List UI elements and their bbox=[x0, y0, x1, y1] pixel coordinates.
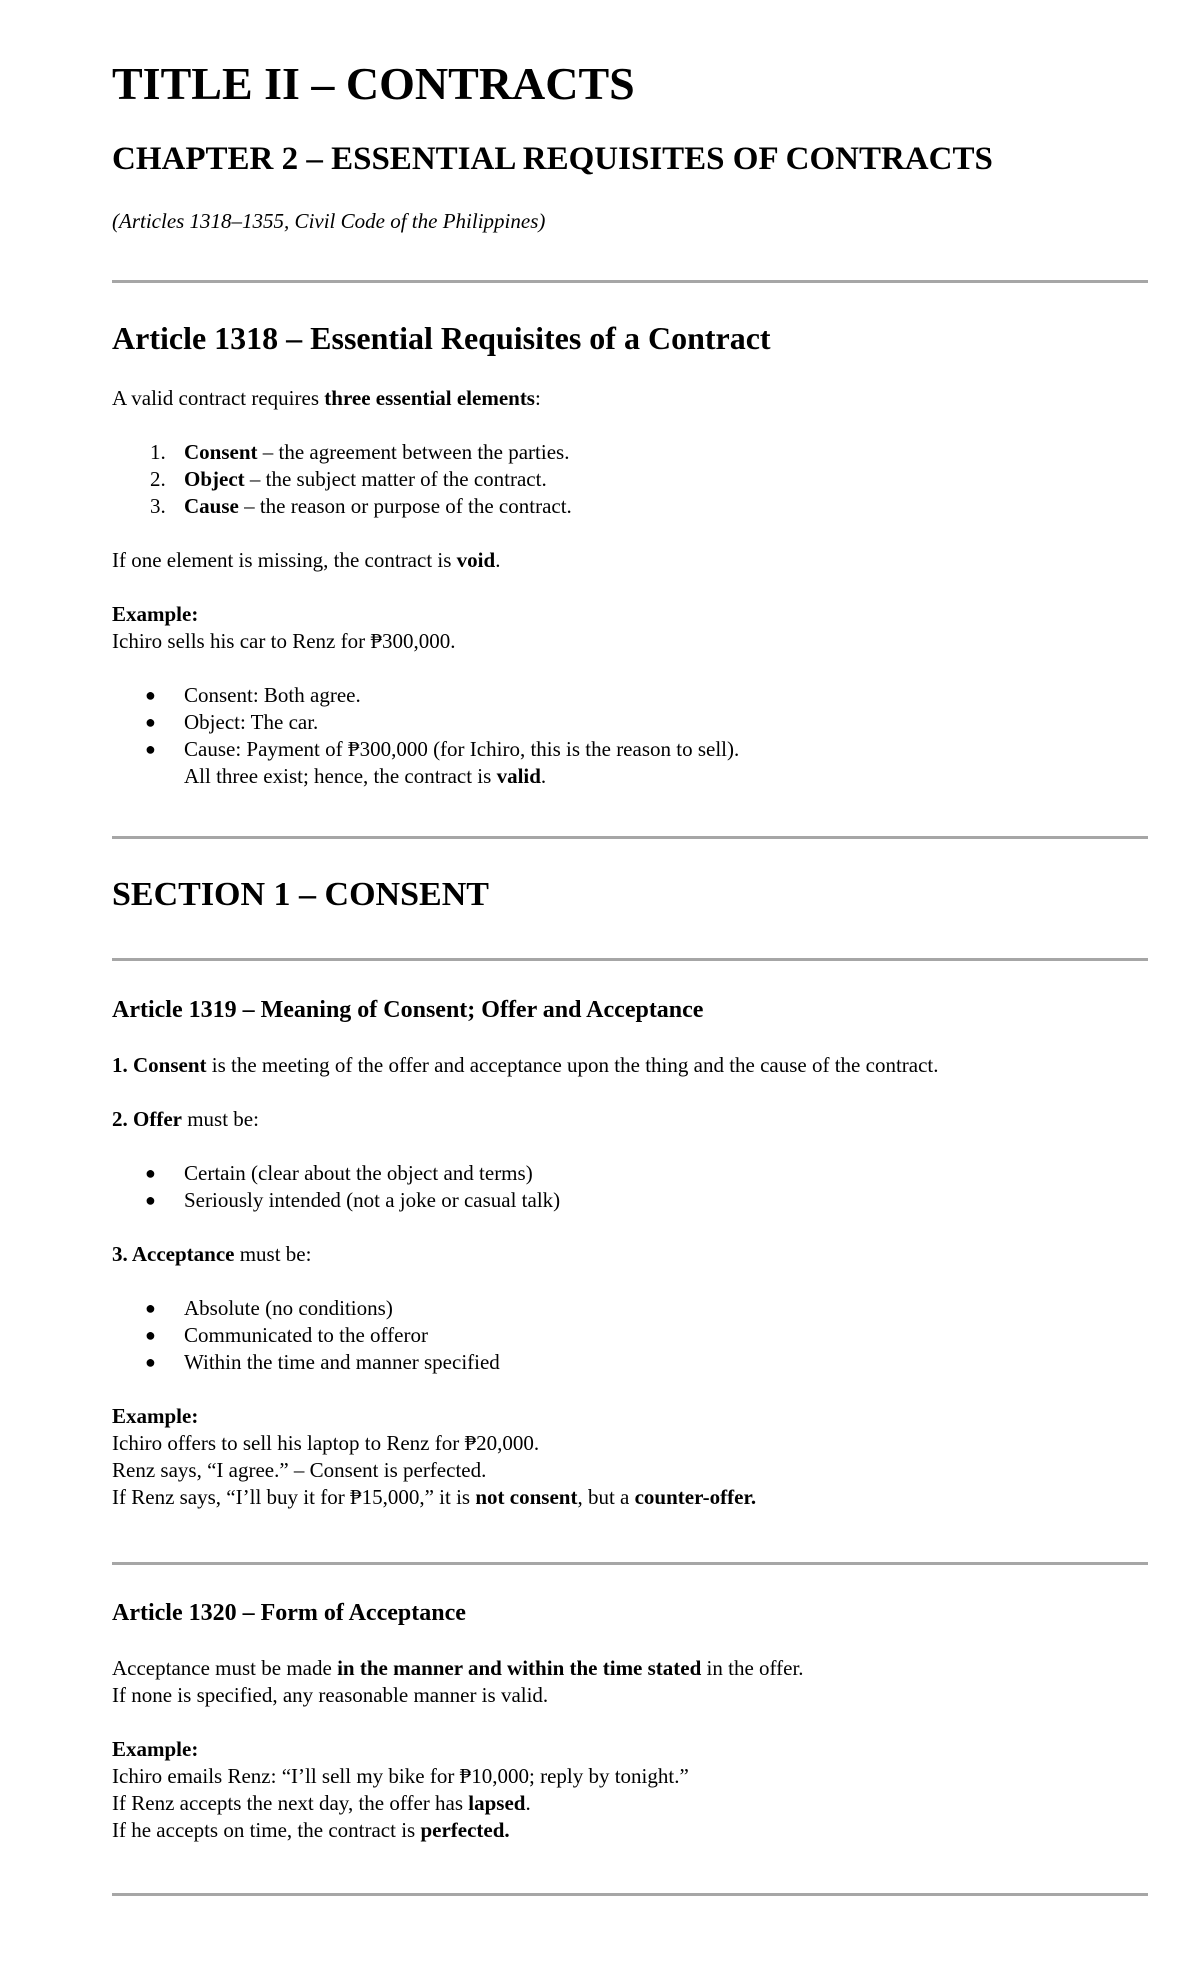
offer-bullets bbox=[112, 1160, 1148, 1214]
example-text: , but a bbox=[577, 1485, 635, 1509]
rule-bold: in the manner and within the time stated bbox=[337, 1656, 702, 1680]
list-item bbox=[112, 1322, 1148, 1349]
example-text: If he accepts on time, the contract is bbox=[112, 1818, 421, 1842]
conclusion-bold: valid bbox=[496, 764, 541, 788]
conclusion-text: All three exist; hence, the contract is bbox=[184, 764, 497, 788]
article-1318-heading: Article 1318 – Essential Requisites of a Contract bbox=[112, 320, 771, 356]
offer-text: must be: bbox=[181, 1107, 259, 1131]
element-desc: – the reason or purpose of the contract. bbox=[238, 494, 572, 518]
example-bold: counter-offer. bbox=[634, 1485, 757, 1509]
example-bold: lapsed bbox=[468, 1791, 526, 1815]
list-item bbox=[112, 763, 1148, 790]
bullet-icon: ● bbox=[145, 712, 156, 732]
article-1320-heading: Article 1320 – Form of Acceptance bbox=[112, 1600, 466, 1626]
element-term: Object bbox=[184, 467, 245, 491]
horizontal-rule bbox=[112, 1562, 1148, 1565]
example-line: Renz says, “I agree.” – Consent is perfected. bbox=[112, 1458, 487, 1482]
list-item bbox=[112, 1349, 1148, 1376]
bullet-icon: ● bbox=[145, 1298, 156, 1318]
missing-text: If one element is missing, the contract is bbox=[112, 548, 457, 572]
example-text: If Renz says, “I’ll buy it for ₱15,000,” it is bbox=[112, 1485, 476, 1509]
section-1-heading: SECTION 1 – CONSENT bbox=[112, 876, 489, 913]
bullet-icon: ● bbox=[145, 1163, 156, 1183]
list-item bbox=[112, 493, 1148, 520]
horizontal-rule bbox=[112, 280, 1148, 283]
example-label: Example: bbox=[112, 602, 199, 626]
bullet-icon: ● bbox=[145, 685, 156, 705]
bullet-text: Communicated to the offeror bbox=[184, 1323, 428, 1347]
list-item bbox=[112, 736, 1148, 763]
bullet-text: Absolute (no conditions) bbox=[184, 1296, 393, 1320]
bullet-text: Cause: Payment of ₱300,000 (for Ichiro, this is the reason to sell). bbox=[184, 737, 740, 761]
list-number: 3. bbox=[150, 494, 166, 518]
example-line: Ichiro offers to sell his laptop to Renz for ₱20,000. bbox=[112, 1431, 540, 1455]
bullet-icon: ● bbox=[145, 1325, 156, 1345]
article-1318-intro bbox=[112, 385, 1148, 412]
missing-bold: void bbox=[456, 548, 496, 572]
rule-text: in the offer. bbox=[701, 1656, 804, 1680]
element-term: Cause bbox=[184, 494, 239, 518]
list-item bbox=[112, 682, 1148, 709]
bullet-text: Within the time and manner specified bbox=[184, 1350, 500, 1374]
article-1319-heading: Article 1319 – Meaning of Consent; Offer and Acceptance bbox=[112, 997, 704, 1023]
bullet-icon: ● bbox=[145, 1190, 156, 1210]
document-title: TITLE II – CONTRACTS bbox=[112, 58, 635, 109]
list-number: 2. bbox=[150, 467, 166, 491]
acceptance-bullets bbox=[112, 1295, 1148, 1376]
consent-definition bbox=[112, 1052, 1148, 1079]
bullet-text: Consent: Both agree. bbox=[184, 683, 361, 707]
rule-text: If none is specified, any reasonable manner is valid. bbox=[112, 1683, 549, 1707]
example-line bbox=[112, 1790, 1148, 1817]
list-item bbox=[112, 466, 1148, 493]
example-line bbox=[112, 1484, 1148, 1511]
rule-text: Acceptance must be made bbox=[112, 1656, 338, 1680]
acceptance-term: 3. Acceptance bbox=[112, 1242, 235, 1266]
article-1318-example bbox=[112, 601, 1148, 655]
element-desc: – the subject matter of the contract. bbox=[244, 467, 547, 491]
chapter-heading: CHAPTER 2 – ESSENTIAL REQUISITES OF CONTRACTS bbox=[112, 141, 993, 177]
element-desc: – the agreement between the parties. bbox=[257, 440, 570, 464]
list-number: 1. bbox=[150, 440, 166, 464]
bullet-text: Certain (clear about the object and terms) bbox=[184, 1161, 533, 1185]
list-item bbox=[112, 1295, 1148, 1322]
example-bullets bbox=[112, 682, 1148, 790]
conclusion-punct: . bbox=[540, 764, 547, 788]
offer-term: 2. Offer bbox=[112, 1107, 182, 1131]
intro-bold: three essential elements bbox=[324, 386, 535, 410]
example-label: Example: bbox=[112, 1404, 199, 1428]
list-item bbox=[112, 709, 1148, 736]
missing-punct: . bbox=[495, 548, 501, 572]
example-text: If Renz accepts the next day, the offer has bbox=[112, 1791, 469, 1815]
consent-text: is the meeting of the offer and acceptance upon the thing and the cause of the contract. bbox=[206, 1053, 939, 1077]
offer-requirements-intro bbox=[112, 1106, 1148, 1133]
acceptance-form-rule bbox=[112, 1655, 1148, 1709]
bullet-text: Object: The car. bbox=[184, 710, 319, 734]
example-bold: not consent bbox=[475, 1485, 578, 1509]
acceptance-requirements-intro bbox=[112, 1241, 1148, 1268]
list-item bbox=[112, 1187, 1148, 1214]
missing-element-note bbox=[112, 547, 1148, 574]
example-label: Example: bbox=[112, 1737, 199, 1761]
bullet-text: Seriously intended (not a joke or casual talk) bbox=[184, 1188, 561, 1212]
example-line bbox=[112, 1817, 1148, 1844]
example-line: Ichiro emails Renz: “I’ll sell my bike for ₱10,000; reply by tonight.” bbox=[112, 1764, 689, 1788]
intro-punct: : bbox=[534, 386, 541, 410]
list-item bbox=[112, 1160, 1148, 1187]
consent-term: 1. Consent bbox=[112, 1053, 207, 1077]
element-term: Consent bbox=[184, 440, 258, 464]
essential-elements-list bbox=[112, 439, 1148, 520]
bullet-icon: ● bbox=[145, 1352, 156, 1372]
article-1319-example bbox=[112, 1403, 1148, 1511]
article-1320-example bbox=[112, 1736, 1148, 1844]
bullet-icon: ● bbox=[145, 739, 156, 759]
intro-text: A valid contract requires bbox=[112, 386, 325, 410]
example-text: Ichiro sells his car to Renz for ₱300,000. bbox=[112, 629, 456, 653]
horizontal-rule bbox=[112, 1893, 1148, 1896]
horizontal-rule bbox=[112, 836, 1148, 839]
example-bold: perfected. bbox=[420, 1818, 510, 1842]
example-text: . bbox=[525, 1791, 531, 1815]
list-item bbox=[112, 439, 1148, 466]
chapter-subtitle: (Articles 1318–1355, Civil Code of the Philippines) bbox=[112, 209, 546, 233]
horizontal-rule bbox=[112, 958, 1148, 961]
acceptance-text: must be: bbox=[234, 1242, 312, 1266]
